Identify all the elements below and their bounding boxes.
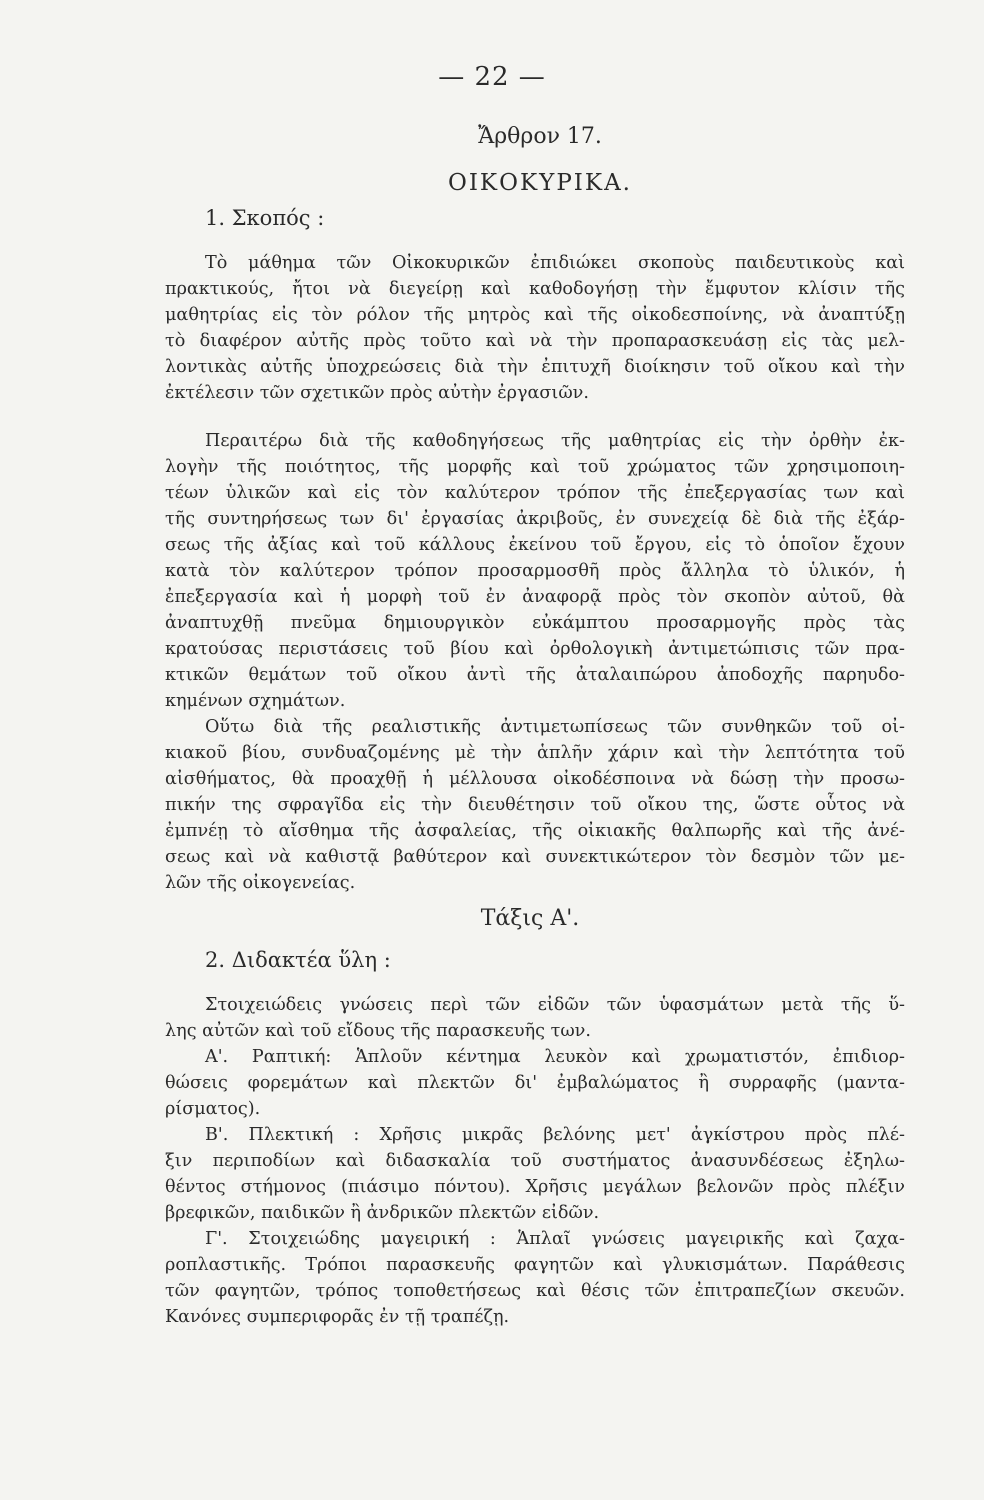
text-line: ρίσματος). (165, 1099, 261, 1119)
text-line: λοντικὰς αὐτῆς ὑποχρεώσεις διὰ τὴν ἐπιτυχῆ διοίκησιν τοῦ οἴκου καὶ τὴν (165, 357, 905, 377)
class-heading: Τάξις Α'. (480, 906, 580, 931)
text-line: βρεφικῶν, παιδικῶν ἢ ἀνδρικῶν πλεκτῶν εἰδῶν. (165, 1203, 600, 1223)
text-line: Κανόνες συμπεριφορᾶς ἐν τῇ τραπέζῃ. (165, 1307, 510, 1327)
text-line: ἐπεξεργασία καὶ ἡ μορφὴ τοῦ ἐν ἀναφορᾷ πρὸς τὸν σκοπὸν αὐτοῦ, θὰ (165, 587, 905, 607)
text-line: Στοιχειώδεις γνώσεις περὶ τῶν εἰδῶν τῶν ὑφασμάτων μετὰ τῆς ὕ- (205, 995, 905, 1015)
text-line: ἀναπτυχθῇ πνεῦμα δημιουργικὸν εὐκάμπτου προσαρμογῆς πρὸς τὰς (165, 613, 905, 633)
text-line: τὸ διαφέρον αὐτῆς πρὸς τοῦτο καὶ νὰ τὴν προπαρασκευάσῃ εἰς τὰς μελ- (165, 331, 905, 351)
text-line: θέντος στήμονος (πιάσιμο πόντου). Χρῆσις μεγάλων βελονῶν πρὸς πλέξιν (165, 1177, 905, 1197)
text-line: ἐμπνέῃ τὸ αἴσθημα τῆς ἀσφαλείας, τῆς οἰκιακῆς θαλπωρῆς καὶ τῆς ἀνέ- (165, 821, 905, 841)
text-line: Β'. Πλεκτική : Χρῆσις μικρᾶς βελόνης μετ' ἀγκίστρου πρὸς πλέ- (205, 1125, 905, 1145)
text-line: λογὴν τῆς ποιότητος, τῆς μορφῆς καὶ τοῦ χρώματος τῶν χρησιμοποιη- (165, 457, 905, 477)
text-line: Οὕτω διὰ τῆς ρεαλιστικῆς ἀντιμετωπίσεως τῶν συνθηκῶν τοῦ οἰ- (205, 717, 905, 737)
text-line: Γ'. Στοιχειώδης μαγειρική : Ἁπλαῖ γνώσεις μαγειρικῆς καὶ ζαχα- (205, 1229, 905, 1249)
text-line: πικήν της σφραγῖδα εἰς τὴν διευθέτησιν τοῦ οἴκου της, ὥστε οὗτος νὰ (165, 795, 905, 815)
section-1-heading: 1. Σκοπός : (205, 206, 325, 230)
article-heading: Ἄρθρον 17. (478, 124, 602, 149)
text-line: τῶν φαγητῶν, τρόπος τοποθετήσεως καὶ θέσις τῶν ἐπιτραπεζίων σκευῶν. (165, 1281, 905, 1301)
text-line: Α'. Ραπτική: Ἁπλοῦν κέντημα λευκὸν καὶ χρωματιστόν, ἐπιδιορ- (205, 1047, 905, 1067)
text-line: πρακτικούς, ἤτοι νὰ διεγείρῃ καὶ καθοδογήσῃ τὴν ἔμφυτον κλίσιν τῆς (165, 279, 905, 299)
text-line: σεως καὶ νὰ καθιστᾷ βαθύτερον καὶ συνεκτικώτερον τὸν δεσμὸν τῶν με- (165, 847, 905, 867)
text-line: μαθητρίας εἰς τὸν ρόλον τῆς μητρὸς καὶ τῆς οἰκοδεσποίνης, νὰ ἀναπτύξῃ (165, 305, 905, 325)
text-line: σεως τῆς ἀξίας καὶ τοῦ κάλλους ἐκείνου τοῦ ἔργου, εἰς τὸ ὁποῖον ἔχουν (165, 535, 905, 555)
text-line: κιακοῦ βίου, συνδυαζομένης μὲ τὴν ἁπλῆν χάριν καὶ τὴν λεπτότητα τοῦ (165, 743, 905, 763)
text-line: κημένων σχημάτων. (165, 691, 346, 711)
text-line: ξιν περιποδίων καὶ διδασκαλία τοῦ συστήματος ἀνασυνδέσεως ἐξηλω- (165, 1151, 905, 1171)
text-line: τῆς συντηρήσεως των δι' ἐργασίας ἀκριβοῦς, ἐν συνεχείᾳ δὲ διὰ τῆς ἐξάρ- (165, 509, 905, 529)
text-line: ἐκτέλεσιν τῶν σχετικῶν πρὸς αὐτὴν ἐργασιῶν. (165, 383, 589, 403)
text-line: τέων ὑλικῶν καὶ εἰς τὸν καλύτερον τρόπον τῆς ἐπεξεργασίας των καὶ (165, 483, 905, 503)
section-2-heading: 2. Διδακτέα ὕλη : (205, 948, 391, 972)
text-line: κτικῶν θεμάτων τοῦ οἴκου ἀντὶ τῆς ἀταλαιπώρου ἀποδοχῆς παρηυδο- (165, 665, 905, 685)
text-line: αἰσθήματος, θὰ προαχθῇ ἡ μέλλουσα οἰκοδέσποινα νὰ δώσῃ τὴν προσω- (165, 769, 905, 789)
text-line: λῶν τῆς οἰκογενείας. (165, 873, 356, 893)
text-line: ροπλαστικῆς. Τρόποι παρασκευῆς φαγητῶν καὶ γλυκισμάτων. Παράθεσις (165, 1255, 905, 1275)
text-line: Τὸ μάθημα τῶν Οἰκοκυρικῶν ἐπιδιώκει σκοποὺς παιδευτικοὺς καὶ (205, 253, 905, 273)
text-line: κατὰ τὸν καλύτερον τρόπον προσαρμοσθῆ πρὸς ἄλληλα τὸ ὑλικόν, ἡ (165, 561, 905, 581)
page-number: — 22 — (438, 62, 546, 92)
text-line: Περαιτέρω διὰ τῆς καθοδηγήσεως τῆς μαθητρίας εἰς τὴν ὀρθὴν ἐκ- (205, 431, 905, 451)
text-line: θώσεις φορεμάτων καὶ πλεκτῶν δι' ἐμβαλώματος ἢ συρραφῆς (μαντα- (165, 1073, 905, 1093)
text-line: κρατούσας περιστάσεις τοῦ βίου καὶ ὀρθολογικὴ ἀντιμετώπισις τῶν πρα- (165, 639, 905, 659)
subject-title: ΟΙΚΟΚΥΡΙΚΑ. (447, 170, 632, 196)
text-line: λης αὐτῶν καὶ τοῦ εἴδους τῆς παρασκευῆς των. (165, 1021, 591, 1041)
